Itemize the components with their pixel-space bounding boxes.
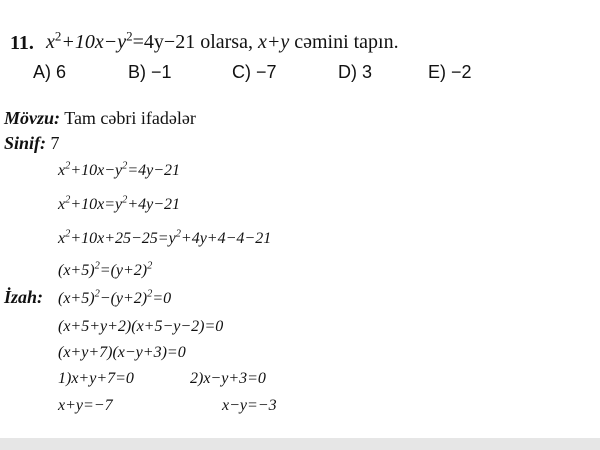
- term: +10x+25−25=y: [70, 230, 176, 247]
- term: +4y+4−4−21: [180, 230, 272, 247]
- topic-value: Tam cəbri ifadələr: [64, 108, 196, 128]
- exp: 2: [54, 28, 62, 44]
- solution-line-5: [58, 290, 171, 308]
- topic-line: [4, 108, 196, 129]
- option-value: −7: [256, 62, 277, 82]
- question-x: x: [46, 31, 55, 53]
- exp: 2: [65, 194, 71, 206]
- solution-line-3: [58, 230, 271, 248]
- exp: 2: [65, 160, 71, 172]
- term: +4y−21: [127, 196, 181, 213]
- topic-label: Mövzu:: [4, 108, 61, 128]
- exp: 2: [147, 260, 153, 272]
- exp: 2: [122, 194, 128, 206]
- option-c[interactable]: [232, 62, 277, 83]
- exp: 2: [94, 288, 100, 300]
- solution-case-2: 2)x−y+3=0: [190, 370, 266, 387]
- term: x: [58, 196, 66, 213]
- exp: 2: [175, 228, 181, 240]
- exp: 2: [65, 228, 71, 240]
- term: (x+5): [58, 290, 95, 307]
- solution-line-7: (x+y+7)(x−y+3)=0: [58, 344, 186, 361]
- solution-line-6: (x+5+y+2)(x+5−y−2)=0: [58, 318, 224, 335]
- solution-line-1: [58, 162, 180, 180]
- term: +10x−y: [70, 162, 123, 179]
- question-text: [46, 28, 399, 54]
- term: (x+5): [58, 262, 95, 279]
- term: x: [58, 230, 66, 247]
- option-d[interactable]: [338, 62, 372, 83]
- option-label: A): [33, 62, 51, 82]
- option-value: −2: [451, 62, 472, 82]
- solution-result-2: x−y=−3: [222, 397, 277, 414]
- exp: 2: [126, 28, 133, 44]
- option-e[interactable]: [428, 62, 472, 83]
- bottom-bar: [0, 438, 600, 450]
- solution-result-1: x+y=−7: [58, 397, 113, 414]
- solution-line-2: [58, 196, 180, 214]
- question-xy: x+y: [257, 31, 290, 53]
- question-suffix: cəmini tapın.: [289, 31, 399, 53]
- grade-label: Sinif:: [4, 133, 47, 153]
- explanation-label: İzah:: [4, 287, 44, 307]
- option-a[interactable]: [33, 62, 66, 83]
- option-value: −1: [151, 62, 172, 82]
- exp: 2: [122, 160, 128, 172]
- solution-case-1: 1)x+y+7=0: [58, 370, 134, 387]
- term: −(y+2): [99, 290, 148, 307]
- option-label: C): [232, 62, 251, 82]
- question-part1: +10x−y: [61, 31, 127, 53]
- term: =0: [152, 290, 172, 307]
- term: =(y+2): [99, 262, 148, 279]
- grade-value: 7: [50, 133, 60, 153]
- option-label: D): [338, 62, 357, 82]
- term: x: [58, 162, 66, 179]
- grade-line: [4, 133, 60, 154]
- option-b[interactable]: [128, 62, 172, 83]
- term: =4y−21: [127, 162, 181, 179]
- exp: 2: [147, 288, 153, 300]
- term: +10x=y: [70, 196, 123, 213]
- option-value: 6: [56, 62, 67, 82]
- exp: 2: [94, 260, 100, 272]
- option-label: B): [128, 62, 146, 82]
- solution-line-4: [58, 262, 152, 280]
- option-label: E): [428, 62, 446, 82]
- question-part2: =4y−21 olarsa,: [132, 31, 258, 53]
- option-value: 3: [362, 62, 373, 82]
- question-number: 11.: [10, 32, 34, 54]
